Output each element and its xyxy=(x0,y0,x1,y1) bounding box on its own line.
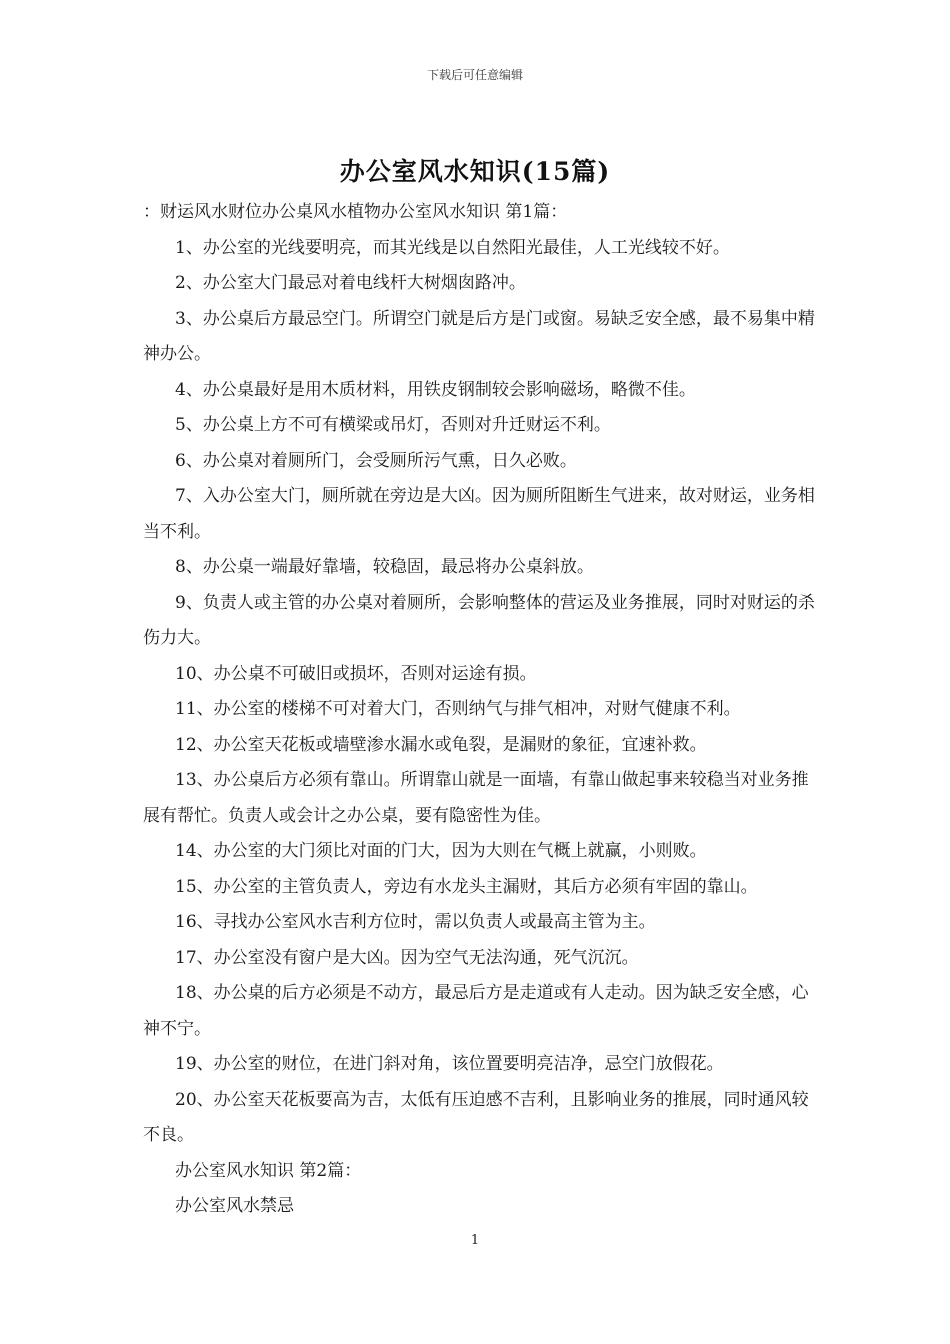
section-heading-part-2: 办公室风水知识 第2篇： xyxy=(175,1160,362,1181)
paragraph-item-15: 15、办公室的主管负责人，旁边有水龙头主漏财，其后方必须有牢固的靠山。 xyxy=(175,876,758,897)
paragraph-item-2: 2、办公室大门最忌对着电线杆大树烟囱路冲。 xyxy=(175,273,526,293)
paragraph-item-18: 18、办公桌的后方必须是不动方，最忌后方是走道或有人走动。因为缺乏安全感，心神不宁。 xyxy=(143,983,809,1039)
header-note: 下载后可任意编辑 xyxy=(426,68,523,82)
paragraph-item-9: 9、负责人或主管的办公桌对着厕所，会影响整体的营运及业务推展，同时对财运的杀伤力大。 xyxy=(143,592,815,648)
paragraph-item-20: 20、办公室天花板要高为吉，太低有压迫感不吉利，且影响业务的推展，同时通风较不良。 xyxy=(143,1089,809,1145)
paragraph-item-3: 3、办公桌后方最忌空门。所谓空门就是后方是门或窗。易缺乏安全感，最不易集中精神办公。 xyxy=(143,308,815,364)
paragraph-item-13: 13、办公桌后方必须有靠山。所谓靠山就是一面墙，有靠山做起事来较稳当对业务推展有帮忙。负责人或会计之办公桌，要有隐密性为佳。 xyxy=(143,770,809,826)
paragraph-item-14: 14、办公室的大门须比对面的门大，因为大则在气概上就赢，小则败。 xyxy=(175,841,707,861)
paragraph-item-17: 17、办公室没有窗户是大凶。因为空气无法沟通，死气沉沉。 xyxy=(175,947,639,968)
paragraph-item-19: 19、办公室的财位，在进门斜对角，该位置要明亮洁净，忌空门放假花。 xyxy=(175,1054,724,1074)
subheading-taboos: 办公室风水禁忌 xyxy=(175,1196,294,1216)
paragraph-item-12: 12、办公室天花板或墙壁渗水漏水或龟裂，是漏财的象征，宜速补救。 xyxy=(175,734,707,755)
paragraph-item-5: 5、办公桌上方不可有横梁或吊灯，否则对升迁财运不利。 xyxy=(175,415,611,435)
document-title: 办公室风水知识(15篇) xyxy=(339,157,611,186)
paragraph-item-16: 16、寻找办公室风水吉利方位时，需以负责人或最高主管为主。 xyxy=(175,912,656,932)
paragraph-item-4: 4、办公桌最好是用木质材料，用铁皮钢制较会影响磁场，略微不佳。 xyxy=(175,379,696,400)
document-body xyxy=(143,195,818,1225)
paragraph-item-11: 11、办公室的楼梯不可对着大门，否则纳气与排气相冲，对财气健康不利。 xyxy=(175,699,741,719)
paragraph-item-6: 6、办公桌对着厕所门，会受厕所污气熏，日久必败。 xyxy=(175,450,577,471)
paragraph-item-7: 7、入办公室大门，厕所就在旁边是大凶。因为厕所阻断生气进来，故对财运，业务相当不利。 xyxy=(143,486,815,542)
paragraph-item-10: 10、办公桌不可破旧或损坏，否则对运途有损。 xyxy=(175,663,537,684)
paragraph-item-8: 8、办公桌一端最好靠墙，较稳固，最忌将办公桌斜放。 xyxy=(175,557,594,577)
paragraph-item-1: 1、办公室的光线要明亮，而其光线是以自然阳光最佳，人工光线较不好。 xyxy=(175,237,730,258)
page-number: 1 xyxy=(470,1233,480,1248)
paragraph-intro: ：财运风水财位办公桌风水植物办公室风水知识 第1篇： xyxy=(143,202,568,222)
